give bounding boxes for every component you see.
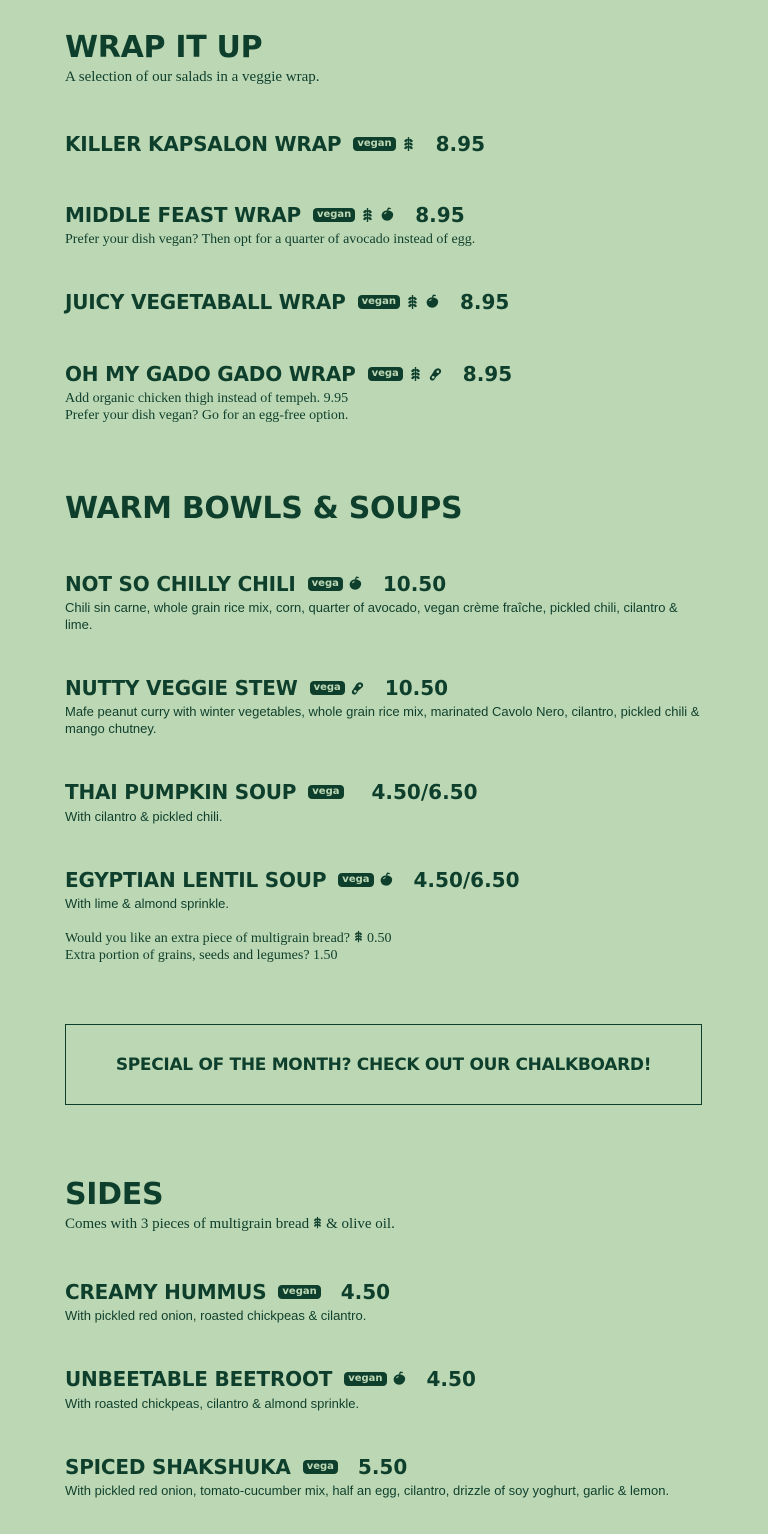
section-title-bowls: WARM BOWLS & SOUPS (65, 491, 463, 526)
menu-item (65, 1280, 390, 1304)
item-name: NOT SO CHILLY CHILI (65, 572, 296, 596)
peanut-icon (350, 680, 365, 696)
diet-badge: vega (338, 873, 373, 887)
diet-badge: vegan (313, 208, 355, 222)
extra-bread-price: 0.50 (367, 931, 392, 946)
item-price: 8.95 (459, 290, 510, 314)
item-price: 10.50 (382, 572, 447, 596)
sides-subtitle-text-end: & olive oil. (326, 1216, 395, 1232)
item-description: Add organic chicken thigh instead of tempeh. 9.95 (65, 391, 349, 406)
item-name: JUICY VEGETABALL WRAP (65, 290, 346, 314)
item-name: NUTTY VEGGIE STEW (65, 676, 298, 700)
item-name: SPICED SHAKSHUKA (65, 1455, 291, 1479)
item-price: 4.50/6.50 (413, 868, 520, 892)
item-description: With lime & almond sprinkle. (65, 896, 229, 911)
menu-item (65, 1455, 407, 1479)
menu-item (65, 572, 446, 596)
item-description: Chili sin carne, whole grain rice mix, corn, quarter of avocado, vegan crème fraîche, pickled chili, cilantro & lime. (65, 600, 678, 632)
item-description: With pickled red onion, roasted chickpeas & cilantro. (65, 1308, 367, 1323)
item-price: 4.50 (340, 1280, 391, 1304)
menu-item (65, 362, 512, 386)
extra-bread-note (65, 930, 392, 947)
item-name: THAI PUMPKIN SOUP (65, 780, 297, 804)
diet-badge: vegan (353, 137, 395, 151)
item-description: With pickled red onion, tomato-cucumber mix, half an egg, cilantro, drizzle of soy yoghurt, garlic & lemon. (65, 1483, 670, 1498)
wheat-icon (405, 294, 420, 310)
nut-icon (379, 872, 394, 888)
item-name: MIDDLE FEAST WRAP (65, 203, 301, 227)
section-title-sides: SIDES (65, 1177, 164, 1212)
item-name: EGYPTIAN LENTIL SOUP (65, 868, 327, 892)
wheat-icon (408, 366, 423, 382)
item-price: 8.95 (462, 362, 513, 386)
menu-item (65, 780, 478, 804)
extra-bread-text: Would you like an extra piece of multigrain bread? (65, 931, 350, 946)
section-subtitle-wraps: A selection of our salads in a veggie wrap. (65, 69, 320, 85)
diet-badge: vegan (278, 1285, 320, 1299)
menu-item (65, 290, 509, 314)
wheat-icon (360, 207, 375, 223)
nut-icon (380, 207, 395, 223)
item-description: With roasted chickpeas, cilantro & almond sprinkle. (65, 1396, 360, 1411)
wheat-icon (401, 136, 416, 152)
menu-item (65, 868, 520, 892)
nut-icon (392, 1371, 407, 1387)
diet-badge: vegan (344, 1372, 386, 1386)
item-price: 5.50 (357, 1455, 408, 1479)
nut-icon (425, 294, 440, 310)
item-description: Prefer your dish vegan? Then opt for a quarter of avocado instead of egg. (65, 232, 476, 247)
section-title-wraps: WRAP IT UP (65, 30, 263, 65)
item-price: 4.50 (426, 1367, 476, 1391)
item-price: 10.50 (384, 676, 449, 700)
item-name: CREAMY HUMMUS (65, 1280, 267, 1304)
item-description: Prefer your dish vegan? Go for an egg-free option. (65, 408, 349, 423)
menu-item (65, 1367, 476, 1391)
peanut-icon (428, 366, 443, 382)
item-name: OH MY GADO GADO WRAP (65, 362, 356, 386)
special-of-the-month-box (65, 1024, 702, 1105)
item-price: 4.50/6.50 (371, 780, 478, 804)
diet-badge: vega (368, 367, 403, 381)
special-text: SPECIAL OF THE MONTH? CHECK OUT OUR CHALKBOARD! (115, 1054, 652, 1075)
item-description: With cilantro & pickled chili. (65, 809, 223, 824)
item-name: UNBEETABLE BEETROOT (65, 1367, 333, 1391)
diet-badge: vega (310, 681, 345, 695)
extra-grains-note: Extra portion of grains, seeds and legumes? 1.50 (65, 948, 338, 963)
item-price: 8.95 (435, 132, 485, 156)
item-price: 8.95 (415, 203, 465, 227)
diet-badge: vegan (358, 295, 400, 309)
menu-item (65, 203, 465, 227)
sides-subtitle-text: Comes with 3 pieces of multigrain bread (65, 1216, 310, 1232)
menu-item (65, 676, 448, 700)
menu-item (65, 132, 485, 156)
wheat-icon (312, 1216, 323, 1229)
wheat-icon (353, 930, 364, 943)
diet-badge: vega (303, 1460, 338, 1474)
item-description: Mafe peanut curry with winter vegetables, whole grain rice mix, marinated Cavolo Nero, cilantro, pickled chili & mango chutney. (65, 704, 700, 736)
diet-badge: vega (308, 577, 343, 591)
diet-badge: vega (308, 785, 343, 799)
section-subtitle-sides (65, 1216, 395, 1233)
nut-icon (348, 576, 363, 592)
item-name: KILLER KAPSALON WRAP (65, 132, 342, 156)
